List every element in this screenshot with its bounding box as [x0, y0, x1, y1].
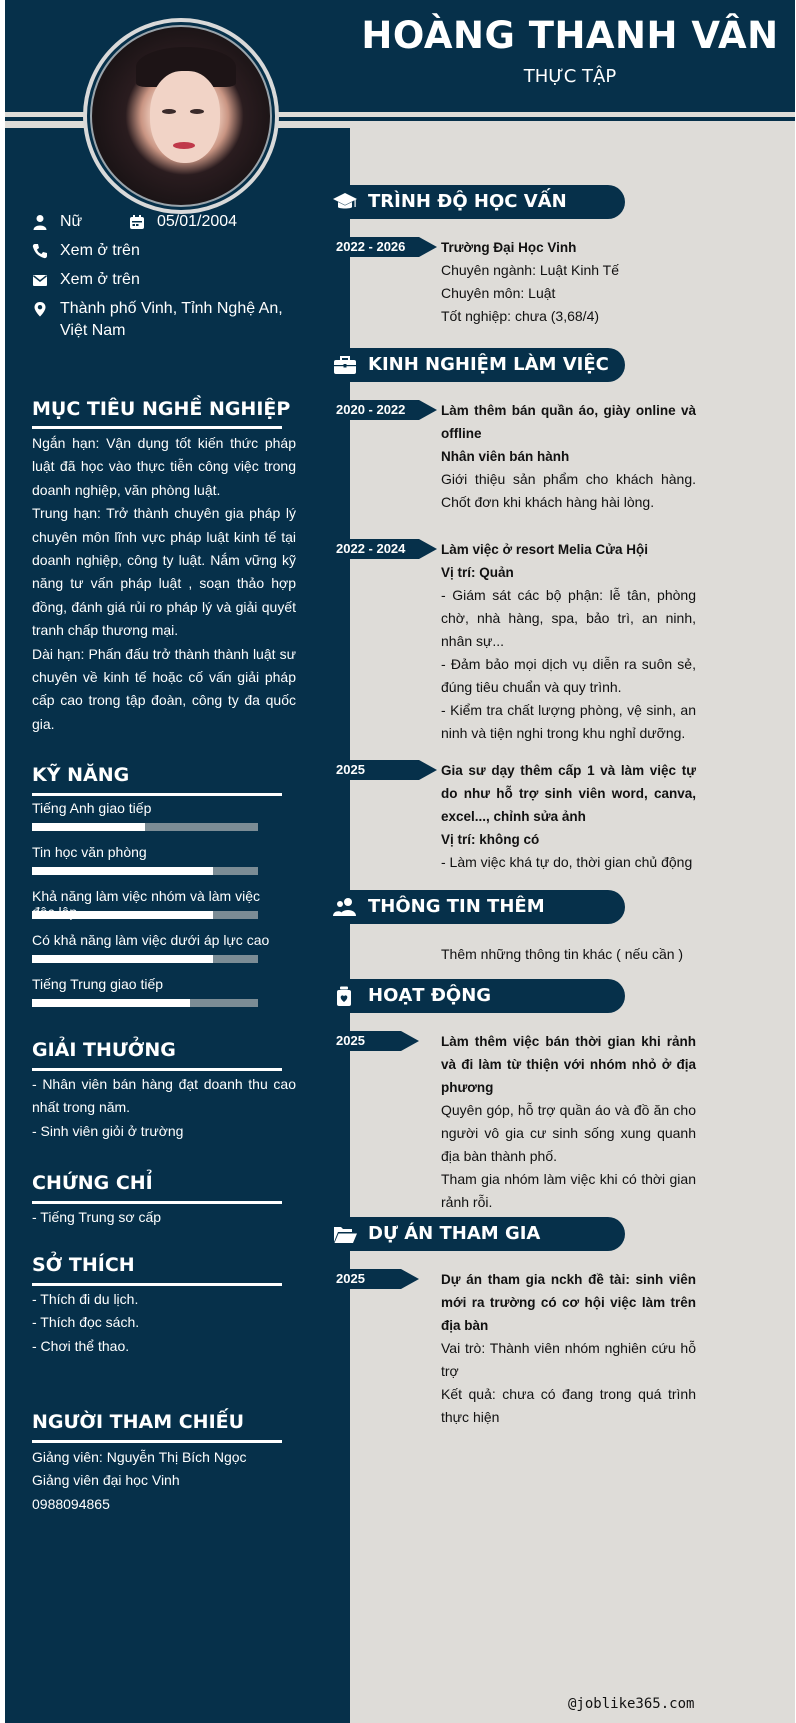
folder-open-icon [332, 1224, 358, 1244]
skill-name: Có khả năng làm việc dưới áp lực cao [32, 932, 270, 948]
certificates-text [32, 1206, 296, 1229]
activities-heading: HOẠT ĐỘNG [368, 985, 492, 1006]
graduation-cap-icon [332, 192, 358, 212]
birthday-row [129, 211, 329, 233]
experience-heading-bar [320, 348, 625, 382]
experience-role: Nhân viên bán hành [441, 449, 570, 464]
phone-row [32, 240, 322, 262]
address-row [32, 298, 322, 342]
reference-line: Giảng viên: Nguyễn Thị Bích Ngọc [32, 1449, 247, 1465]
site-watermark: @joblike365.com [568, 1696, 695, 1712]
education-period: 2022 - 2026 [331, 237, 419, 257]
skill-level-bar [32, 999, 258, 1007]
projects-detail: Vai trò: Thành viên nhóm nghiên cứu hỗ trợ [441, 1340, 696, 1379]
phone-icon [32, 243, 48, 259]
badge-heart-icon [332, 986, 358, 1006]
skill-item [32, 800, 282, 816]
birthday-value: 05/01/2004 [157, 213, 238, 230]
hobby-item: - Thích đọc sách. [32, 1314, 140, 1331]
certificate-item: - Tiếng Trung sơ cấp [32, 1209, 162, 1225]
experience-detail: - Làm việc khá tự do, thời gian chủ động [441, 854, 693, 870]
award-item: - Sinh viên giỏi ở trường [32, 1122, 184, 1139]
experience-role: Vị trí: không có [441, 832, 540, 847]
education-line: Tốt nghiệp: chưa (3,68/4) [441, 308, 600, 324]
experience-title: Làm việc ở resort Melia Cửa Hội [441, 542, 648, 557]
gender-value: Nữ [60, 213, 83, 230]
skill-item [32, 976, 282, 992]
hobbies-heading: SỞ THÍCH [32, 1254, 135, 1276]
activities-heading-bar [320, 979, 625, 1013]
tag-arrow [401, 1269, 419, 1289]
additional-entry [441, 943, 696, 966]
experience-entry [441, 759, 696, 874]
objective-heading: MỤC TIÊU NGHỀ NGHIỆP [32, 398, 291, 420]
activities-detail: Quyên góp, hỗ trợ quần áo và đồ ăn cho người vô gia cư sinh sống xung quanh địa bàn thành phố. [441, 1102, 696, 1164]
resume-page [5, 0, 795, 1723]
tag-arrow [419, 237, 437, 257]
objective-long-term: Dài hạn: Phấn đấu trở thành thành luật sư chuyên về kinh tế hoặc cố vấn giải pháp cấp cao trong tập đoàn, công ty đa quốc gia. [32, 645, 296, 732]
calendar-icon [129, 214, 145, 230]
skills-divider [32, 793, 282, 796]
reference-line: Giảng viên đại học Vinh [32, 1472, 180, 1489]
projects-heading-bar [320, 1217, 625, 1251]
projects-title: Dự án tham gia nckh đề tài: sinh viên mới ra trường có cơ hội việc làm trên địa bàn [441, 1272, 696, 1333]
tag-arrow [401, 1031, 419, 1051]
references-heading: NGƯỜI THAM CHIẾU [32, 1411, 245, 1433]
tag-arrow [419, 400, 437, 420]
education-line: Chuyên ngành: Luật Kinh Tế [441, 262, 619, 278]
experience-title: Làm thêm bán quần áo, giày online và offline [441, 403, 696, 441]
education-heading: TRÌNH ĐỘ HỌC VẤN [368, 191, 567, 212]
skill-name: Tiếng Trung giao tiếp [32, 976, 164, 992]
skill-item [32, 888, 282, 920]
activities-entry [441, 1030, 696, 1214]
experience-detail: - Đảm bảo mọi dịch vụ diễn ra suôn sẻ, đúng tiêu chuẩn và quy trình. [441, 656, 696, 695]
experience-role: Vị trí: Quản [441, 565, 514, 580]
tag-arrow [419, 539, 437, 559]
award-item: - Nhân viên bán hàng đạt doanh thu cao nhất trong năm. [32, 1076, 296, 1116]
skills-heading: KỸ NĂNG [32, 764, 130, 786]
references-text [32, 1446, 296, 1516]
experience-period: 2020 - 2022 [331, 400, 419, 420]
experience-entry [441, 399, 696, 514]
projects-entry [441, 1268, 696, 1429]
email-value: Xem ở trên [60, 271, 140, 288]
projects-detail: Kết quả: chưa có đang trong quá trình thực hiện [441, 1386, 696, 1425]
skill-item [32, 932, 282, 948]
skill-level-bar [32, 867, 258, 875]
experience-detail: - Giám sát các bộ phận: lễ tân, phòng chờ, nhà hàng, spa, bảo trì, an ninh, nhân sự... [441, 587, 696, 649]
education-heading-bar [320, 185, 625, 219]
experience-heading: KINH NGHIỆM LÀM VIỆC [368, 354, 609, 375]
activities-detail: Tham gia nhóm làm việc khi có thời gian rảnh rỗi. [441, 1171, 696, 1210]
awards-heading: GIẢI THƯỞNG [32, 1039, 176, 1061]
objective-text [32, 432, 296, 736]
skill-level-bar [32, 911, 258, 919]
address-value: Thành phố Vinh, Tỉnh Nghệ An, Việt Nam [60, 300, 283, 339]
skill-item [32, 844, 282, 860]
experience-period: 2025 [331, 760, 419, 780]
school-name: Trường Đại Học Vinh [441, 240, 577, 255]
skill-level-fill [32, 823, 145, 831]
email-row [32, 269, 322, 291]
briefcase-icon [332, 355, 358, 375]
skill-level-bar [32, 823, 258, 831]
hobbies-divider [32, 1283, 282, 1286]
awards-divider [32, 1068, 282, 1071]
candidate-name: HOÀNG THANH VÂN [361, 14, 779, 57]
activities-period: 2025 [331, 1031, 401, 1051]
hobby-item: - Chơi thể thao. [32, 1337, 130, 1354]
location-pin-icon [32, 301, 48, 317]
objective-short-term: Ngắn hạn: Vận dụng tốt kiến thức pháp luật đã học vào thực tiễn công việc trong doanh nghiệp, văn phòng luật. [32, 435, 296, 498]
desired-position: THỰC TẬP [523, 66, 617, 87]
additional-heading: THÔNG TIN THÊM [368, 896, 545, 917]
skill-level-fill [32, 955, 213, 963]
user-icon [32, 214, 48, 230]
hobby-item: - Thích đi du lịch. [32, 1291, 139, 1307]
awards-text [32, 1073, 296, 1143]
hobbies-text [32, 1288, 296, 1358]
projects-heading: DỰ ÁN THAM GIA [368, 1223, 541, 1244]
users-icon [332, 897, 358, 917]
references-divider [32, 1440, 282, 1443]
experience-title: Gia sư dạy thêm cấp 1 và làm việc tự do như hỗ trợ sinh viên word, canva, excel..., chỉnh sửa ảnh [441, 763, 696, 824]
skill-name: Tin học văn phòng [32, 844, 147, 860]
experience-entry [441, 538, 696, 745]
skill-level-fill [32, 911, 213, 919]
skill-level-fill [32, 867, 213, 875]
certificates-heading: CHỨNG CHỈ [32, 1172, 153, 1194]
reference-line: 0988094865 [32, 1495, 110, 1512]
objective-mid-term: Trung hạn: Trở thành chuyên gia pháp lý chuyên môn lĩnh vực pháp luật kinh tế tại doanh nghiệp, công ty luật. Nắm vững kỹ năng tư vấn pháp luật , soạn thảo hợp đồng, đánh giá rủi ro pháp lý và giải quyết tranh chấp thương mại. [32, 505, 296, 639]
additional-text: Thêm những thông tin khác ( nếu cần ) [441, 946, 684, 962]
education-entry [441, 236, 696, 328]
experience-detail: - Kiểm tra chất lượng phòng, vệ sinh, an ninh và tiện nghi trong khu nghỉ dưỡng. [441, 702, 696, 741]
skill-name: Khả năng làm việc nhóm và làm việc [32, 888, 260, 904]
skill-level-bar [32, 955, 258, 963]
experience-detail: Giới thiệu sản phẩm cho khách hàng. Chốt đơn khi khách hàng hài lòng. [441, 471, 696, 510]
tag-arrow [419, 760, 437, 780]
phone-value: Xem ở trên [60, 242, 140, 259]
projects-period: 2025 [331, 1269, 401, 1289]
activities-title: Làm thêm việc bán thời gian khi rảnh và đi làm từ thiện với nhóm nhỏ ở địa phương [441, 1034, 696, 1095]
education-line: Chuyên môn: Luật [441, 285, 556, 301]
additional-heading-bar [320, 890, 625, 924]
experience-period: 2022 - 2024 [331, 539, 419, 559]
skill-name: Tiếng Anh giao tiếp [32, 800, 152, 816]
gender-row [32, 211, 132, 233]
objective-divider [32, 426, 282, 429]
certificates-divider [32, 1201, 282, 1204]
envelope-icon [32, 272, 48, 288]
skill-level-fill [32, 999, 190, 1007]
avatar [90, 25, 272, 207]
